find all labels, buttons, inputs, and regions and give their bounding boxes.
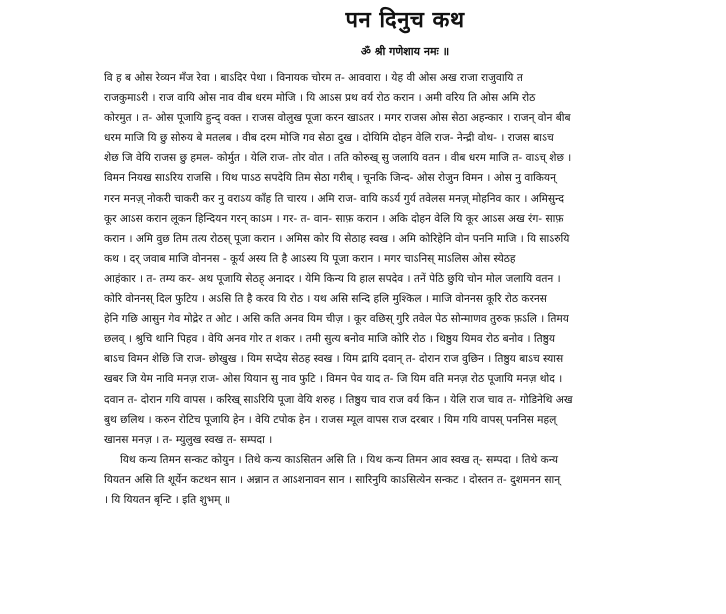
body-line: राजकुमाऽरी । राज वायि ओस नाव वीब धरम मोजि । यि आऽस प्रथ वर्य रोठ करान । अमी वरिय ति ओस अमि रोठ <box>104 92 536 105</box>
body-line: हेनि गछि आसुन गेव मोद्रेर त ओट । असि कति अनव यिम चीज़ । कूर वछिस् गुरि तवेल पेठ सोन्माणव तुरुक फ़ऽलि । तिमय <box>104 313 569 326</box>
body-line: धरम माजि यि छु सोरुय बे मतलब । वीब दरम मोजि गव सेठा दुख । दोयिमि दोहन वेलि राज- नेन्द्री वोथ- । राजस बाऽच <box>104 132 554 145</box>
body-line: छलव् । श्रुचि थानि पिहव । वेयि अनव गोर त शकर । तमी सुत्य बनोव माजि कोरि रोठ । थिष्ठुय यिमव रोठ बनोव । तिष्ठुय <box>104 333 556 346</box>
body-line: गरन मनज़् नोकरी चाकरी कर नु वराऽय काँह ति चारय । अमि राज- वायि कऽर्य गुर्य तवेलस मनज़् मोहनिव कार । अमिसुन्द <box>104 192 564 205</box>
document-title: पन दिनुच कथ <box>345 8 465 33</box>
body-line: बाऽच विमन शेछि जि राज- छोखुख । यिम सप्देय सेठह स्वख । यिम द्रायि दवान् त- दोरान राज वुछिन । तिष्ठुय बाऽच स्यास <box>104 353 564 366</box>
paragraph <box>104 450 706 510</box>
body-line: यियतन असि ति शूर्येन कटथन सान । अन्नान त आऽशनावन सान । सारिनुयि काऽसित्येन सन्कट । दोस्तन त- दुशमनन सान् <box>104 473 561 486</box>
body-line: करान । अमि वुछ तिम तत्य रोठस् पूजा करान । अमिस कोर यि सेठाह स्वख । अमि कोरिहेनि वोन पननि माजि । यि साऽरुयि <box>104 232 570 245</box>
body-line: खानस मनज़ । त- म्युलुख स्वख त- सम्पदा । <box>104 433 273 446</box>
paragraph <box>104 68 706 450</box>
body-line: विमन नियख साऽरिय राजसि । यिथ पाऽठ सपदेयि तिम सेठा गरीब् । चूनकि जिन्द- ओस रोजुन विमन । ओस नु वाकियन् <box>104 172 556 185</box>
body-line: शेछ जि वेयि राजस छु हमल- कोर्मुत । येलि राज- तोर वोत । तति कोरुख् सु जलायि वतन । वीब धरम माजि त- वाऽच् शेछ । <box>104 152 572 165</box>
body-line: दवान त- दोरान गयि वापस । करिख् साऽरियि पूजा वेयि शरुह । तिष्ठुय चाव राज वर्य किन । येलि राज चाव त- गोडिनेथि अख <box>104 393 573 406</box>
body-line: कथ । दर् जवाब माजि वोननस - कूर्य अस्य ति है आऽस्य यि पूजा करान । मगर चाऽनिस् माऽलिस ओस स्येठह <box>104 252 516 265</box>
body-line: बुथ छलिथ । करुन रोटिच पूजायि हेन । वेयि टपोक हेन । राजस म्यूल वापस राज दरबार । यिम गयि वापस् पननिस महल् <box>104 413 557 426</box>
body-line: खबर जि येम नावि मनज़ राज- ओस यियान सु नाव फुटि । विमन पेव याद त- जि यिम वति मनज़ रोठ पूजायि मनज़ थोद । <box>104 373 563 386</box>
body-line: वि ह ब ओस रेव्यन मँज रेवा । बाऽदिर पेथा । विनायक चोरम त- आववारा । येह वी ओस अख राजा राजुवायि त <box>104 72 523 84</box>
body-line: । यि यियतन बृन्टि । इति शुभम् ॥ <box>104 493 231 506</box>
body-line: कूर आऽस करान लूकन हिन्दियन गरन् काऽम । गर- त- वान- साफ़ करान । अकि दोहन वेलि यि कूर आऽस अख रंग- साफ़ <box>104 212 564 225</box>
invocation-line: ॐ श्री गणेशाय नमः ॥ <box>360 45 450 58</box>
body-line: कोरमुत । त- ओस पूजायि हुन्द् वक्त । राजस वोलुख पूजा करन खाऽतर । मगर राजस ओस सेठा अहन्कार । राजन् वोन बीब <box>104 112 571 125</box>
body-line: आहंकार । त- तम्य कर- अथ पूजायि सेठह् अनादर । येमि किन्य यि हाल सपदेव । तनें पेठि छुयि चोन मोल जलायि वतन । <box>104 272 561 285</box>
body-line: यिथ कन्य तिमन सन्कट कोयुन । तिथे कन्य काऽसितन असि ति । यिथ कन्य तिमन आव स्वख त्- सम्पदा । तिथे कन्य <box>120 453 559 466</box>
body-line: कोरि वोननस् दिल फुटिय । अऽसि ति है करव यि रोठ । यथ असि सन्दि हलि मुश्किल । माजि वोननस कूरि रोठ करनस <box>104 293 547 306</box>
